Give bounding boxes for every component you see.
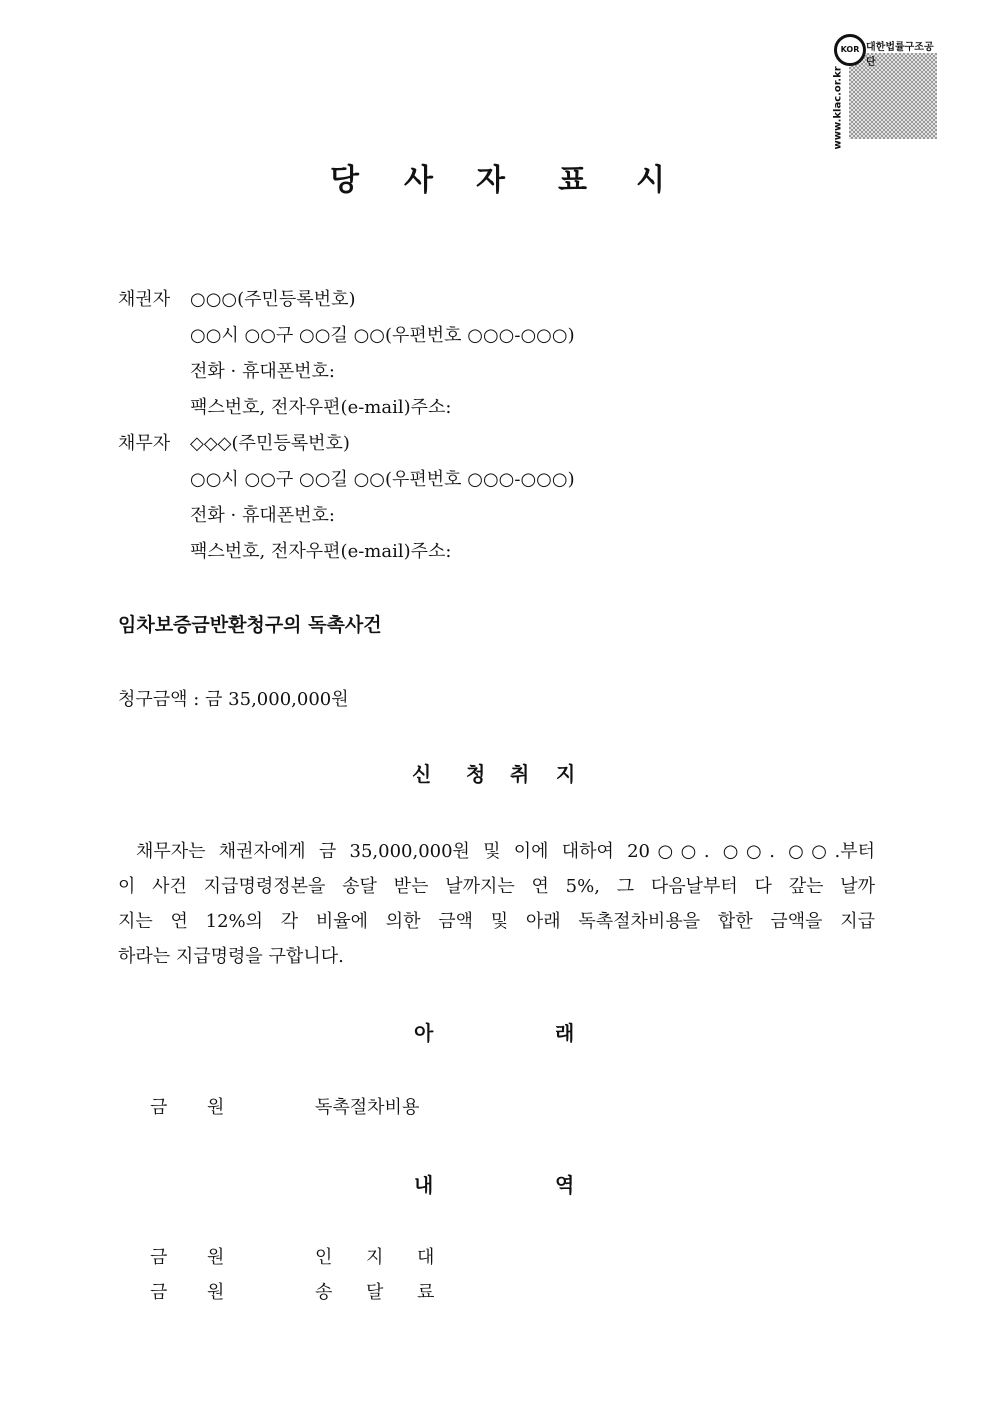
amount-won: 원: [207, 1097, 225, 1118]
title-char: 표: [558, 163, 587, 198]
purpose-line: 채무자는 채권자에게 금 35,000,000원 및 이에 대하여 20○○. ○○. ○○.부터: [136, 841, 875, 862]
detail-won: 원: [207, 1282, 225, 1303]
purpose-heading-char: 취: [510, 762, 530, 786]
legal-aid-logo: [832, 32, 938, 150]
purpose-line: 하라는 지급명령을 구합니다.: [118, 946, 344, 967]
detail-heading-char: 역: [555, 1173, 575, 1197]
purpose-line: 지는 연 12%의 각 비율에 의한 금액 및 아래 독촉절차비용을 합한 금액을 지급: [118, 911, 875, 932]
creditor-fax-email: 팩스번호, 전자우편(e-mail)주소:: [190, 397, 452, 418]
detail-won: 원: [207, 1247, 225, 1268]
debtor-name: ◇◇◇(주민등록번호): [190, 433, 350, 454]
creditor-phone: 전화 · 휴대폰번호:: [190, 361, 335, 382]
detail-item-char: 료: [417, 1282, 435, 1303]
detail-item-char: 달: [366, 1282, 384, 1303]
logo-name: 대한법률구조공단: [866, 42, 934, 68]
claim-amount: 청구금액 : 금 35,000,000원: [118, 689, 349, 710]
below-heading-char: 아: [414, 1021, 434, 1045]
debtor-label: 채무자: [118, 433, 171, 454]
logo-url: www.klac.or.kr: [832, 66, 844, 150]
detail-item-char: 송: [315, 1282, 333, 1303]
detail-item-char: 인: [315, 1247, 333, 1268]
detail-geum: 금: [150, 1247, 168, 1268]
creditor-address: ○○시 ○○구 ○○길 ○○(우편번호 ○○○-○○○): [190, 325, 575, 346]
debtor-fax-email: 팩스번호, 전자우편(e-mail)주소:: [190, 541, 452, 562]
purpose-heading-char: 청: [466, 762, 486, 786]
title-char: 자: [476, 163, 505, 198]
purpose-heading-char: 지: [556, 762, 576, 786]
detail-item-char: 지: [366, 1247, 384, 1268]
amount-geum: 금: [150, 1097, 168, 1118]
title-char: 사: [404, 163, 433, 198]
creditor-name: ○○○(주민등록번호): [190, 289, 356, 310]
detail-item-char: 대: [417, 1247, 435, 1268]
detail-geum: 금: [150, 1282, 168, 1303]
case-name: 임차보증금반환청구의 독촉사건: [118, 614, 382, 636]
purpose-line: 이 사건 지급명령정본을 송달 받는 날까지는 연 5%, 그 다음날부터 다 갚는 날까: [118, 876, 875, 897]
logo-badge: KOR: [834, 34, 866, 66]
procedure-cost: 독촉절차비용: [315, 1097, 420, 1118]
title-char: 당: [330, 163, 359, 198]
creditor-label: 채권자: [118, 289, 171, 310]
below-heading-char: 래: [555, 1021, 575, 1045]
debtor-address: ○○시 ○○구 ○○길 ○○(우편번호 ○○○-○○○): [190, 469, 575, 490]
debtor-phone: 전화 · 휴대폰번호:: [190, 505, 335, 526]
detail-heading-char: 내: [414, 1173, 434, 1197]
purpose-heading-char: 신: [412, 762, 432, 786]
title-char: 시: [636, 163, 665, 198]
